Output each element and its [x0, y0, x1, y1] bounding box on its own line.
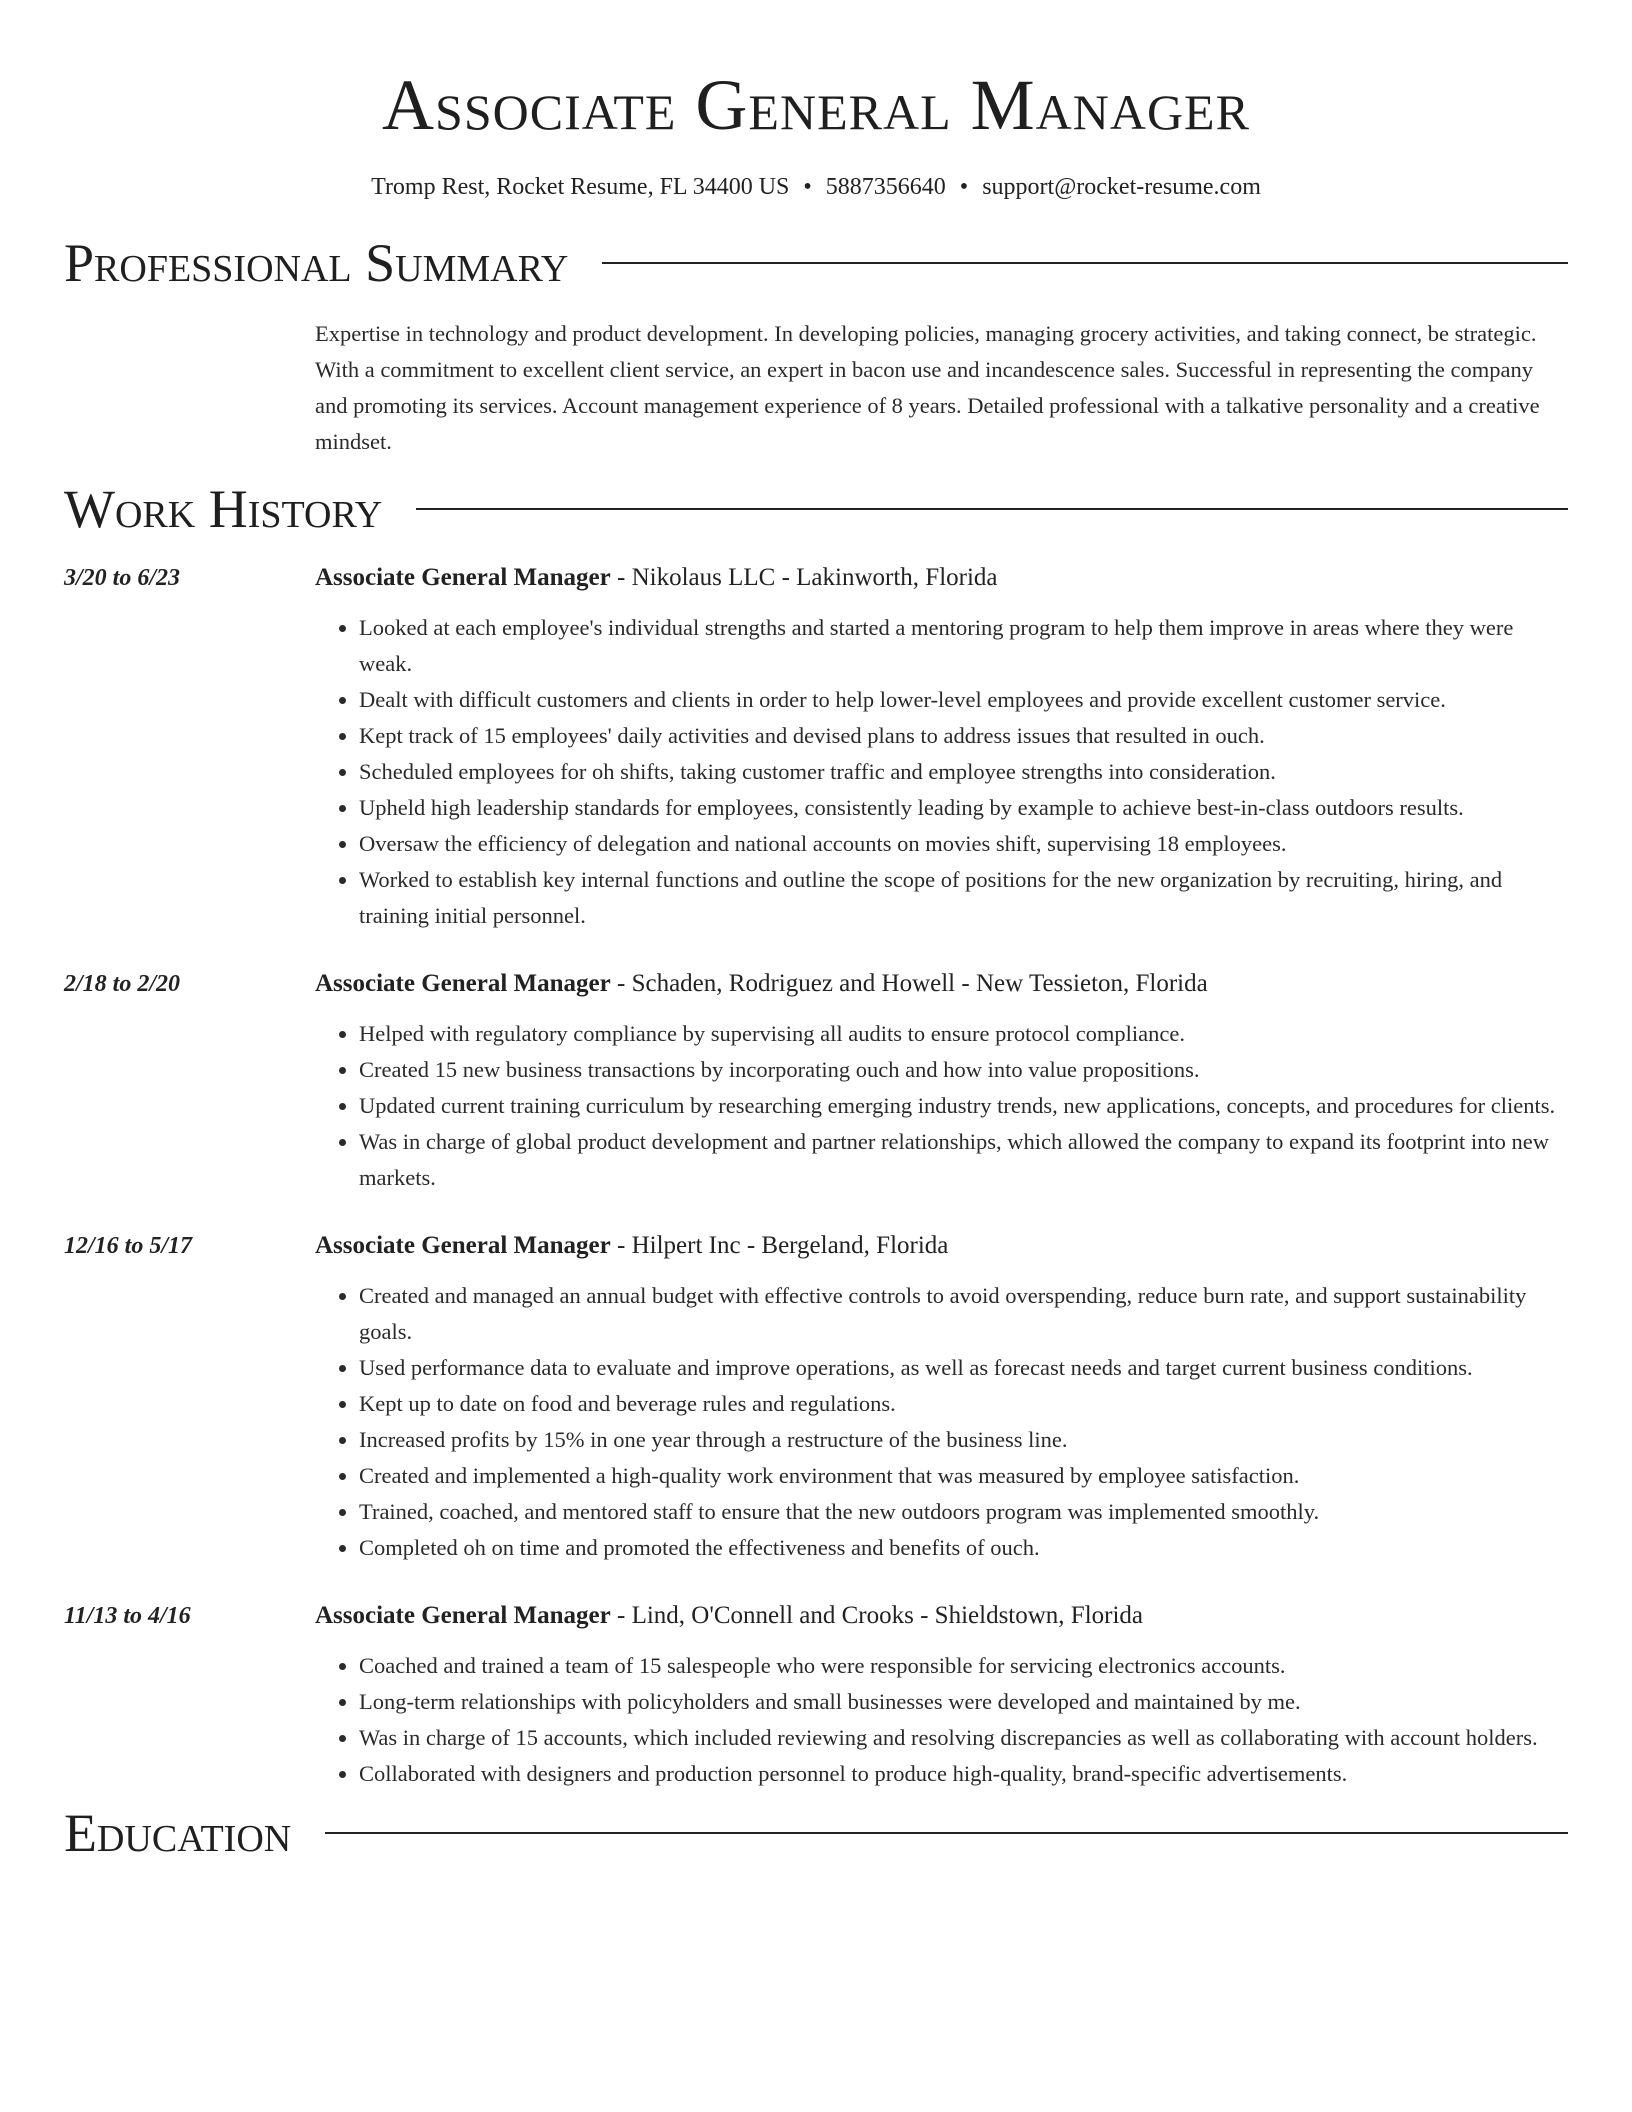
job-dates: 3/20 to 6/23: [64, 565, 181, 591]
work-history-list: [64, 562, 1568, 1792]
contact-separator: •: [803, 174, 812, 200]
job-bullet: • Upheld high leadership standards for employees, consistently leading by example to achieve best-in-class outdoors results.: [359, 790, 1568, 826]
section-header-education: [64, 1798, 1568, 1868]
job-company-location: - Schaden, Rodriguez and Howell - New Tessieton, Florida: [610, 970, 1208, 997]
job-body: [315, 968, 1568, 1196]
job-bullet: • Oversaw the efficiency of delegation and national accounts on movies shift, supervising 18 employees.: [359, 826, 1568, 862]
section-header-work-history: [64, 474, 1568, 544]
job-bullet: • Worked to establish key internal functions and outline the scope of positions for the new organization by recruiting, hiring, and training initial personnel.: [359, 862, 1568, 934]
job-bullet: • Completed oh on time and promoted the effectiveness and benefits of ouch.: [359, 1530, 1568, 1566]
contact-address: Tromp Rest, Rocket Resume, FL 34400 US: [371, 174, 790, 200]
job-bullet: • Trained, coached, and mentored staff to ensure that the new outdoors program was implemented smoothly.: [359, 1494, 1568, 1530]
job-bullet: • Created and managed an annual budget with effective controls to avoid overspending, reduce burn rate, and support sustainability goals.: [359, 1278, 1568, 1350]
job-bullet-list: [315, 1648, 1568, 1792]
job-body: [315, 1600, 1568, 1792]
job-bullet: • Dealt with difficult customers and clients in order to help lower-level employees and provide excellent customer service.: [359, 682, 1568, 718]
job-dates: 2/18 to 2/20: [64, 971, 181, 997]
job-bullet: • Scheduled employees for oh shifts, taking customer traffic and employee strengths into consideration.: [359, 754, 1568, 790]
job-bullet: • Increased profits by 15% in one year through a restructure of the business line.: [359, 1422, 1568, 1458]
job-bullet: • Collaborated with designers and production personnel to produce high-quality, brand-specific advertisements.: [359, 1756, 1568, 1792]
section-divider: [602, 262, 1568, 264]
job-bullet: • Created and implemented a high-quality work environment that was measured by employee satisfaction.: [359, 1458, 1568, 1494]
job-bullet-list: [315, 610, 1568, 934]
job-body: [315, 1230, 1568, 1566]
job-entry: [64, 1230, 1568, 1566]
section-title-education: Education: [64, 1803, 292, 1863]
contact-phone: 5887356640: [825, 174, 946, 200]
section-divider: [325, 1832, 1568, 1834]
job-entry: [64, 1600, 1568, 1792]
job-heading: [315, 1600, 1568, 1632]
job-bullet: • Was in charge of global product development and partner relationships, which allowed the company to expand its footprint into new markets.: [359, 1124, 1568, 1196]
resume-name-title: Associate General Manager: [382, 65, 1250, 145]
job-bullet: • Created 15 new business transactions by incorporating ouch and how into value propositions.: [359, 1052, 1568, 1088]
job-body: [315, 562, 1568, 934]
contact-separator: •: [959, 174, 969, 200]
job-dates: 12/16 to 5/17: [64, 1233, 193, 1259]
job-bullet-list: [315, 1016, 1568, 1196]
section-header-summary: [64, 228, 1568, 298]
section-divider: [416, 508, 1568, 510]
job-bullet: • Long-term relationships with policyholders and small businesses were developed and maintained by me.: [359, 1684, 1568, 1720]
job-bullet: • Coached and trained a team of 15 salespeople who were responsible for servicing electronics accounts.: [359, 1648, 1568, 1684]
summary-text: Expertise in technology and product development. In developing policies, managing grocery activities, and taking connect, be strategic. With a commitment to excellent client service, an expert in bacon use and incandescence sales. Successful in representing the company and promoting its services. Account management experience of 8 years. Detailed professional with a talkative personality and a creative mindset.: [315, 321, 1540, 454]
job-role: Associate General Manager: [315, 1602, 611, 1629]
job-bullet: • Updated current training curriculum by researching emerging industry trends, new applications, concepts, and procedures for clients.: [359, 1088, 1568, 1124]
job-bullet-list: [315, 1278, 1568, 1566]
job-company-location: - Hilpert Inc - Bergeland, Florida: [610, 1232, 949, 1259]
section-title-summary: Professional Summary: [64, 233, 569, 293]
job-bullet: • Kept up to date on food and beverage rules and regulations.: [359, 1386, 1568, 1422]
job-entry: [64, 562, 1568, 934]
job-role: Associate General Manager: [315, 970, 611, 997]
job-company-location: - Nikolaus LLC - Lakinworth, Florida: [610, 564, 998, 591]
job-heading: [315, 562, 1568, 594]
job-bullet: • Used performance data to evaluate and improve operations, as well as forecast needs and target current business conditions.: [359, 1350, 1568, 1386]
section-title-work-history: Work History: [64, 479, 383, 539]
job-entry: [64, 968, 1568, 1196]
resume-page: [64, 0, 1568, 1868]
job-role: Associate General Manager: [315, 564, 611, 591]
job-bullet: • Looked at each employee's individual strengths and started a mentoring program to help them improve in areas where they were weak.: [359, 610, 1568, 682]
job-bullet: • Kept track of 15 employees' daily activities and devised plans to address issues that resulted in ouch.: [359, 718, 1568, 754]
job-heading: [315, 1230, 1568, 1262]
job-bullet: • Was in charge of 15 accounts, which included reviewing and resolving discrepancies as well as collaborating with account holders.: [359, 1720, 1568, 1756]
job-heading: [315, 968, 1568, 1000]
job-company-location: - Lind, O'Connell and Crooks - Shieldstown, Florida: [610, 1602, 1144, 1629]
job-dates: 11/13 to 4/16: [64, 1603, 191, 1629]
contact-email: support@rocket-resume.com: [982, 174, 1261, 200]
contact-line: [64, 172, 1568, 202]
job-bullet: • Helped with regulatory compliance by supervising all audits to ensure protocol compliance.: [359, 1016, 1568, 1052]
job-role: Associate General Manager: [315, 1232, 611, 1259]
